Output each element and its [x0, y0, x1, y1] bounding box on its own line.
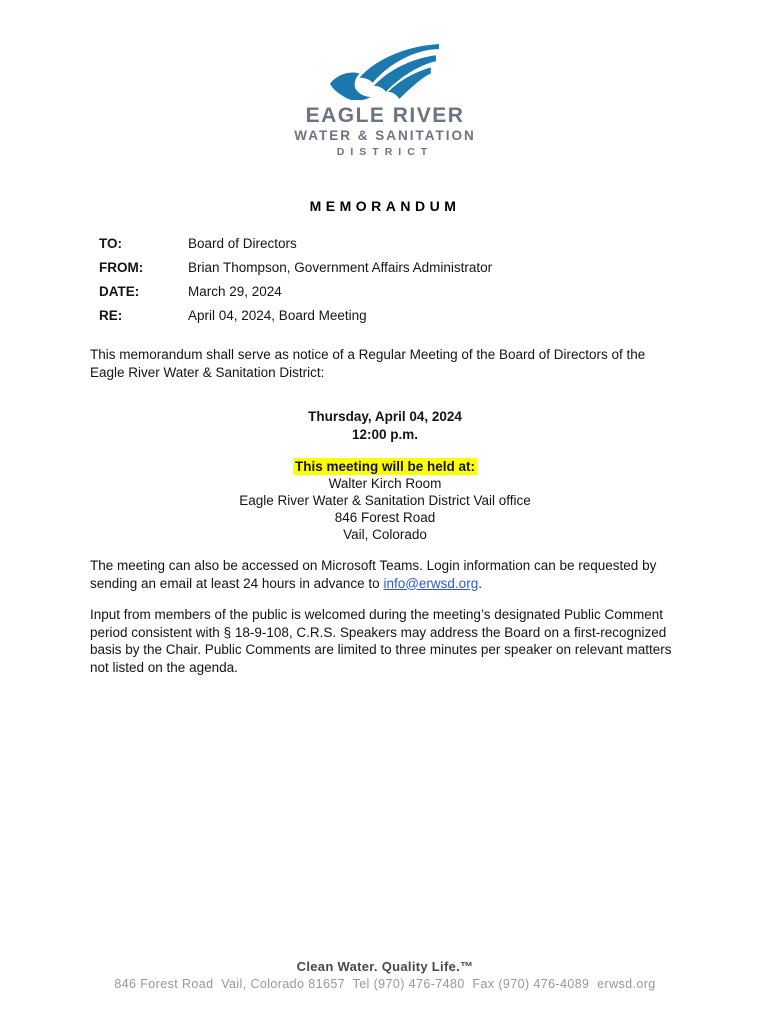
- email-link[interactable]: info@erwsd.org: [383, 575, 479, 591]
- logo-district-label: DISTRICT: [336, 146, 434, 158]
- eagle-logo-icon: [329, 44, 441, 100]
- memo-title: MEMORANDUM: [309, 198, 461, 214]
- footer-address: 846 Forest Road Vail, Colorado 81657 Tel (970) 476-7480 Fax (970) 476-4089 erwsd.org: [114, 977, 656, 991]
- teams-text-before: The meeting can also be accessed on Microsoft Teams. Login information can be requested by sending an email at least 24 hours in advance to: [90, 558, 657, 591]
- location-line: Vail, Colorado: [343, 527, 427, 542]
- logo-wordmark: EAGLE RIVER: [305, 104, 465, 127]
- teams-paragraph: [90, 557, 682, 592]
- field-value: Brian Thompson, Government Affairs Administrator: [188, 260, 493, 275]
- memo-field-re: [99, 307, 770, 324]
- field-value: April 04, 2024, Board Meeting: [188, 308, 367, 323]
- memo-field-to: [99, 235, 770, 252]
- field-label: RE:: [99, 308, 123, 323]
- footer-tagline: Clean Water. Quality Life.™: [296, 959, 474, 974]
- teams-text-after: .: [478, 575, 482, 591]
- memo-field-date: [99, 283, 770, 300]
- location-line: 846 Forest Road: [334, 510, 436, 525]
- memo-field-from: [99, 259, 770, 276]
- field-label: TO:: [99, 236, 122, 251]
- logo-subtitle: WATER & SANITATION: [294, 128, 476, 143]
- location-line: Walter Kirch Room: [328, 476, 442, 491]
- meeting-datetime: [0, 408, 770, 443]
- footer: [0, 959, 770, 992]
- memo-header-fields: [99, 235, 770, 324]
- field-label: DATE:: [99, 284, 140, 299]
- field-label: FROM:: [99, 260, 144, 275]
- field-value: Board of Directors: [188, 236, 297, 251]
- meeting-location: [0, 458, 770, 543]
- location-highlight: This meeting will be held at:: [294, 459, 476, 474]
- intro-paragraph: This memorandum shall serve as notice of a Regular Meeting of the Board of Directors of the Eagle River Water & Sanitation District:: [90, 347, 646, 380]
- meeting-time: 12:00 p.m.: [351, 426, 419, 442]
- field-value: March 29, 2024: [188, 284, 282, 299]
- logo: [0, 44, 770, 158]
- location-line: Eagle River Water & Sanitation District Vail office: [239, 493, 531, 508]
- public-comment-paragraph: Input from members of the public is welcomed during the meeting’s designated Public Comment period consistent with § 18-9-108, C.R.S. Speakers may address the Board on a first-recognized basis by the Chair. Public Comments are limited to three minutes per speaker on relevant matters not listed on the agenda.: [90, 607, 672, 675]
- meeting-date: Thursday, April 04, 2024: [308, 409, 462, 424]
